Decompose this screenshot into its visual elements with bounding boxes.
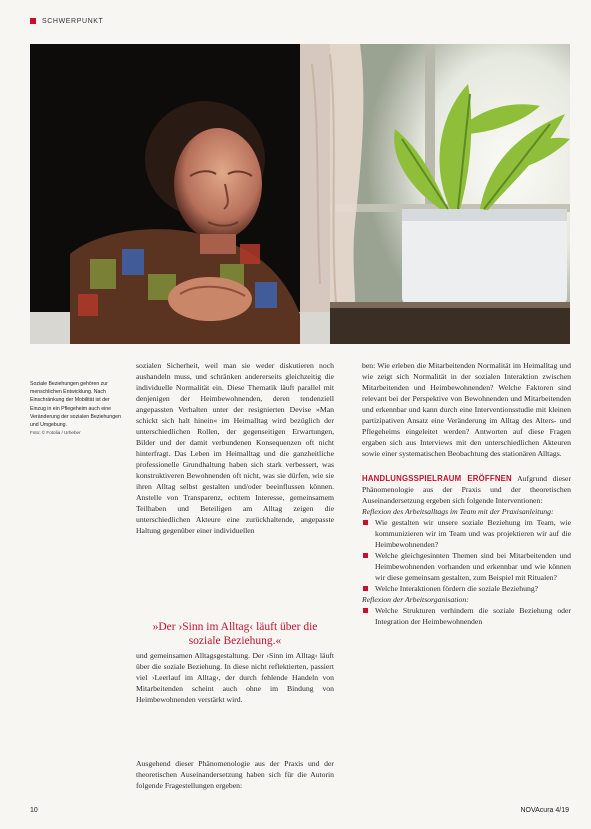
article-column-1-continued: [136, 650, 334, 705]
article-column-2: [362, 360, 571, 627]
section-heading: HANDLUNGSSPIELRAUM ERÖFFNEN: [362, 474, 512, 483]
article-column-1: [136, 360, 334, 536]
section-marker-icon: [30, 18, 36, 24]
photo-credit: Foto: © Fotolia / Urheber: [30, 430, 81, 436]
photo-caption: [30, 380, 126, 437]
pull-quote: »Der ›Sinn im Alltag‹ läuft über die soziale Beziehung.«: [152, 621, 318, 647]
article-column-1-end: [136, 758, 334, 791]
list-item: Welche Interaktionen fördern die soziale Beziehung?: [362, 583, 571, 594]
section-intro: Aufgrund dieser Phänomenologie aus der Praxis und der theoretischen Auseinandersetzung ergeben sich folgende Interventionen:: [362, 474, 572, 505]
caption-text: Soziale Beziehungen gehören zur menschlichen Entwicklung. Nach Einschränkung der Mobilität ist der Einzug in ein Pflegeheim auch eine Veränderung der sozialen Beziehungen und Umgebung.: [30, 381, 121, 429]
body-paragraph: ben: Wie erleben die Mitarbeitenden Normalität im Heimalltag und wie zeigt sich Normalität in der sozialen Interaktion zwischen Mitarbeitenden und Heimbewohnenden? Welche Faktoren sind relevant bei der Perspektive von Bewohnenden und Mitarbeitenden und erkennbar und kann durch eine Interventionsstudie mit kleinen partizipativen Ansatz eine Veränderung im Alltag des Alters- und Pflegeheims eingeleitet werden? Antworten auf diese Fragen ergaben sich aus Interviews mit den unterschiedlichen Akteuren sowie einer systematischen Beobachtung des stationären Alltags.: [362, 361, 571, 458]
list-item: Wie gestalten wir unsere soziale Beziehung im Team, wie kommunizieren wir im Team und was projektieren wir auf die Heimbewohnenden?: [362, 517, 571, 550]
elderly-woman-at-window-photo: [30, 44, 570, 344]
section-label: SCHWERPUNKT: [42, 17, 104, 25]
subheading: Reflexion des Arbeitsalltags im Team mit der Praxisanleitung:: [362, 507, 554, 516]
list-item: Welche gleichgesinnten Themen sind bei Mitarbeitenden und Heimbewohnenden vorhanden und erkennbar und wie können wir diese gemeinsam gestalten, zum Beispiel mit Ritualen?: [362, 550, 571, 583]
page-number: 10: [30, 807, 38, 814]
section-header: [30, 14, 103, 28]
photo-illustration: [30, 44, 570, 344]
body-paragraph: und gemeinsamen Alltagsgestaltung. Der ›Sinn im Alltag‹ läuft über die soziale Beziehung. In diese nicht reflektierten, passiert viel ›Leerlauf im Alltag‹, der durch fehlende Handeln von Mitarbeitenden scheint auch ohne im Bindung von Heimbewohnenden verstärkt wird.: [136, 651, 334, 704]
bullet-list-2: [362, 605, 571, 627]
body-paragraph: sozialen Sicherheit, weil man sie weder diskutieren noch aushandeln muss, und schränken andererseits gleichzeitig die individuelle Normalität ein. Diese Thematik läuft parallel mit denjenigen der Heimbewohnenden, deren tendenziell angepassten Verhalten unter der resignierten Devise »Man schickt sich halt hinein« im Heimalltag wird bezüglich der unterschiedlichen Rollen, der gegenseitigen Erwartungen, Bilder und der damit verbundenen Konsequenzen oft nicht hinterfragt. Das Leben im Heimalltag und die ganzheitliche professionelle Grundhaltung haben sich stark verbessert, was konstruktiveren Bewohnenden oft nicht, was sie dürfen, wie sie ihren Alltag selbst gestalten und/oder beeinflussen können. Anstelle von Transparenz, echtem Interesse, gemeinsamem Teilhaben und Beteiligen am Alltag zeigen die unterschiedlichen Akteure eine zurückhaltende, angepasste Haltung gegenüber einer individuellen: [136, 361, 334, 535]
subheading: Reflexion der Arbeitsorganisation:: [362, 595, 469, 604]
list-item: Welche Strukturen verhindern die soziale Beziehung oder Integration der Heimbewohnenden: [362, 605, 571, 627]
section-paragraph: [362, 473, 571, 506]
body-paragraph: Ausgehend dieser Phänomenologie aus der Praxis und der theoretischen Auseinandersetzung haben sich für die Autorin folgende Fragestellungen ergeben:: [136, 759, 334, 790]
magazine-issue: NOVAcura 4/19: [520, 807, 569, 814]
bullet-list-1: [362, 517, 571, 594]
